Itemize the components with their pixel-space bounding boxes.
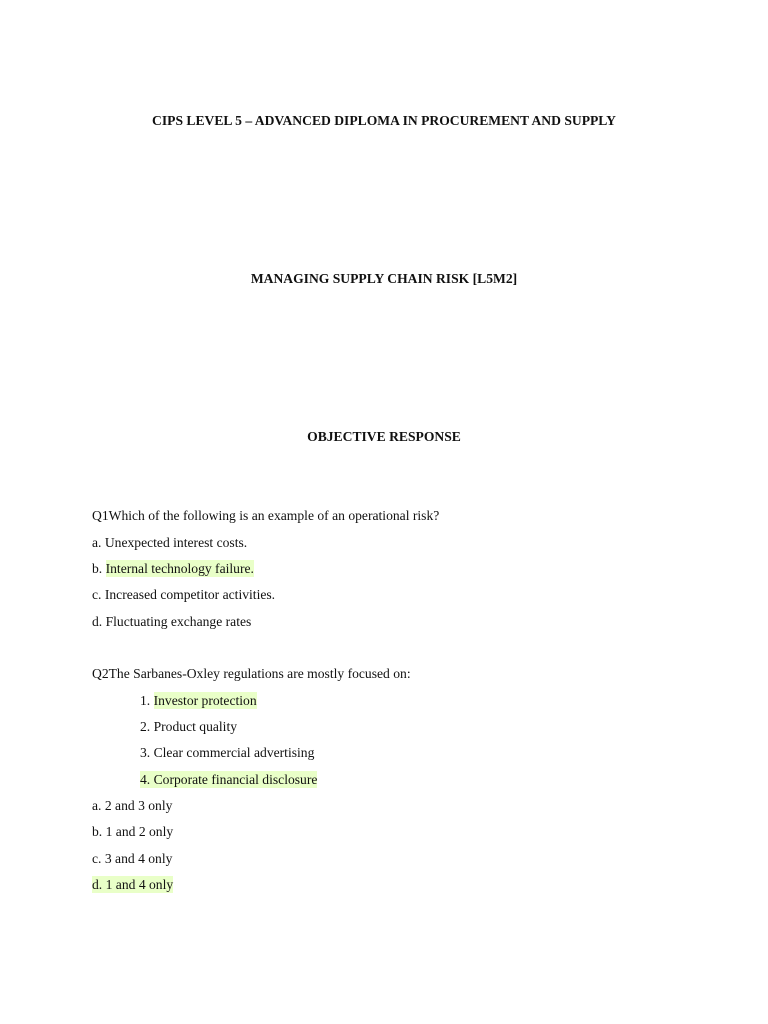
q1-option-a bbox=[92, 534, 247, 552]
module-title: MANAGING SUPPLY CHAIN RISK [L5M2] bbox=[250, 271, 518, 286]
q2-statement-3-prefix: 3. bbox=[140, 745, 154, 760]
q1-option-c bbox=[92, 586, 275, 604]
q1-option-d bbox=[92, 613, 251, 631]
q2-statement-1-text-highlighted: Investor protection bbox=[153, 693, 257, 708]
q2-option-a-text: 2 and 3 only bbox=[104, 798, 173, 813]
q2-statement-3 bbox=[140, 744, 314, 762]
q2-option-b-prefix: b. bbox=[92, 824, 106, 839]
q2-option-a-prefix: a. bbox=[92, 798, 105, 813]
q2-statement-1 bbox=[140, 692, 257, 710]
q2-statement-4-text-highlighted: 4. Corporate financial disclosure bbox=[140, 772, 318, 787]
q2-statement-3-text: Clear commercial advertising bbox=[153, 745, 315, 760]
q2-option-c-text: 3 and 4 only bbox=[104, 851, 173, 866]
question-1: Q1Which of the following is an example of an operational risk? bbox=[92, 508, 440, 523]
q2-statement-2 bbox=[140, 718, 237, 736]
q2-statement-4 bbox=[140, 771, 317, 789]
q2-statement-1-prefix: 1. bbox=[140, 693, 154, 708]
q2-option-c bbox=[92, 850, 172, 868]
section-title: OBJECTIVE RESPONSE bbox=[307, 429, 461, 444]
q2-option-a bbox=[92, 797, 172, 815]
q1-option-a-prefix: a. bbox=[92, 535, 105, 550]
q1-option-a-text: Unexpected interest costs. bbox=[104, 535, 248, 550]
q2-option-b bbox=[92, 823, 173, 841]
q1-option-b-prefix: b. bbox=[92, 561, 106, 576]
q1-option-c-prefix: c. bbox=[92, 587, 105, 602]
q2-option-d-text-highlighted: d. 1 and 4 only bbox=[92, 877, 174, 892]
document-title: CIPS LEVEL 5 – ADVANCED DIPLOMA IN PROCUREMENT AND SUPPLY bbox=[152, 113, 616, 128]
q2-option-c-prefix: c. bbox=[92, 851, 105, 866]
q2-option-b-text: 1 and 2 only bbox=[105, 824, 174, 839]
q1-option-d-text: Fluctuating exchange rates bbox=[105, 614, 252, 629]
q2-statement-2-prefix: 2. bbox=[140, 719, 154, 734]
q1-option-d-prefix: d. bbox=[92, 614, 106, 629]
q1-option-c-text: Increased competitor activities. bbox=[104, 587, 276, 602]
q1-option-b-text-highlighted: Internal technology failure. bbox=[105, 561, 254, 576]
question-2: Q2The Sarbanes-Oxley regulations are mostly focused on: bbox=[92, 666, 411, 681]
q1-option-b bbox=[92, 560, 254, 578]
q2-option-d bbox=[92, 876, 173, 894]
q2-statement-2-text: Product quality bbox=[153, 719, 238, 734]
